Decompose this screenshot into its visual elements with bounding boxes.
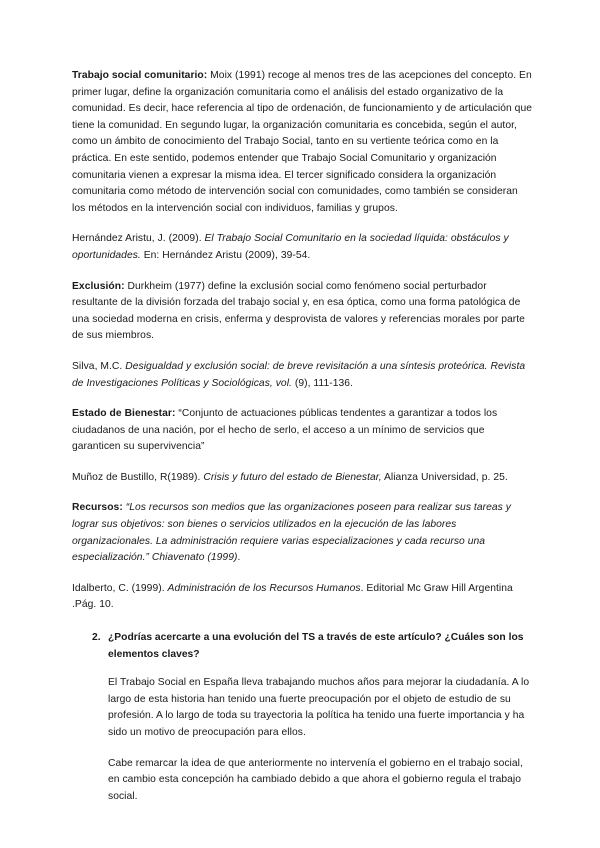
document-page [72,68,532,814]
ref-source: (9), 111-136. [291,377,353,389]
question-number: 2. [92,632,101,644]
ref-title: Desigualdad y exclusión social: de breve revisitación a una síntesis proteórica. Revista de Investigaciones Políticas y Sociológicas, vol. [72,360,526,389]
ref-title: El Trabajo Social Comunitario en la sociedad líquida: obstáculos y oportunidades. [72,233,509,261]
term-label: Recursos: [72,502,123,514]
definition-bienestar [72,406,532,456]
ref-source: En: Hernández Aristu (2009), 39-54. [140,249,311,261]
reference-3 [72,470,532,487]
ref-author: Silva, M.C. [72,360,126,372]
ref-source: . Editorial Mc Graw Hill Argentina .Pág. 10. [72,582,513,611]
answer-paragraph-1: El Trabajo Social en España lleva trabajando muchos años para mejorar la ciudadanía. A lo largo de esta historia han tenido una fuerte preocupación por el objeto de estudio de su profesión. A lo largo de toda su trayectoria la política ha tenido una fuerte importancia y ha sido un motivo de preocupación para ellos. [108,677,530,738]
question-item [72,630,532,663]
definition-exclusion [72,279,532,345]
answer-block [72,675,532,805]
definition-recursos [72,500,532,566]
ref-source: Alianza Universidad, p. 25. [381,471,508,483]
ref-author: Hernández Aristu, J. (2009). [72,233,205,245]
definition-text: Durkheim (1977) define la exclusión social como fenómeno social perturbador resultante de la división forzada del trabajo social y, en esa óptica, como una forma patológica de una sociedad moderna en crisis, enferma y desprovista de valores y referencias morales por parte de sus miembros. [72,280,525,342]
term-label: Exclusión: [72,280,125,292]
term-label: Estado de Bienestar: [72,408,176,420]
definition-text: Moix (1991) recoge al menos tres de las acepciones del concepto. En primer lugar, define la organización comunitaria como el análisis del estado organizativo de la comunidad. Es decir, hace referencia al tipo de ordenación, de funcionamiento y de articulación que tiene la comunidad. En segundo lugar, la organización comunitaria es concebida, según el autor, como un ámbito de conocimiento del Trabajo Social, tanto en su vertiente teórica como en la práctica. En este sentido, podemos entender que Trabajo Social Comunitario y organización comunitaria vienen a expresar la misma idea. El tercer significado considera la organización comunitaria como método de intervención social con comunidades, como también se consideran los métodos en la intervención social con individuos, familias y grupos. [72,70,533,214]
reference-1 [72,231,532,264]
definition-tail: . [237,552,241,564]
reference-4 [72,581,532,614]
ref-title: Crisis y futuro del estado de Bienestar, [203,471,382,483]
reference-2 [72,359,532,392]
ref-author: Idalberto, C. (1999). [72,582,168,594]
answer-paragraph-2: Cabe remarcar la idea de que anteriormente no intervenía el gobierno en el trabajo social, en cambio esta concepción ha cambiado debido a que ahora el gobierno regula el trabajo social. [108,757,523,802]
definition-text: “Conjunto de actuaciones públicas tendentes a garantizar a todos los ciudadanos de una nación, por el hecho de serlo, el acceso a un mínimo de servicios que garanticen su supervivencia” [72,408,498,453]
definition-text: “Los recursos son medios que las organizaciones poseen para realizar sus tareas y lograr sus objetivos: son bienes o servicios utilizados en la ejecución de las labores organizacionales. La administración requiere varias especializaciones y cada recurso una especialización.” Chiavenato (1999) [72,502,511,564]
ref-author: Muñoz de Bustillo, R(1989). [72,471,204,483]
question-text: ¿Podrías acercarte a una evolución del TS a través de este artículo? ¿Cuáles son los elementos claves? [108,632,524,660]
ref-title: Administración de los Recursos Humanos [167,582,361,594]
term-label: Trabajo social comunitario: [72,70,208,81]
definition-trabajo-social [72,68,532,217]
